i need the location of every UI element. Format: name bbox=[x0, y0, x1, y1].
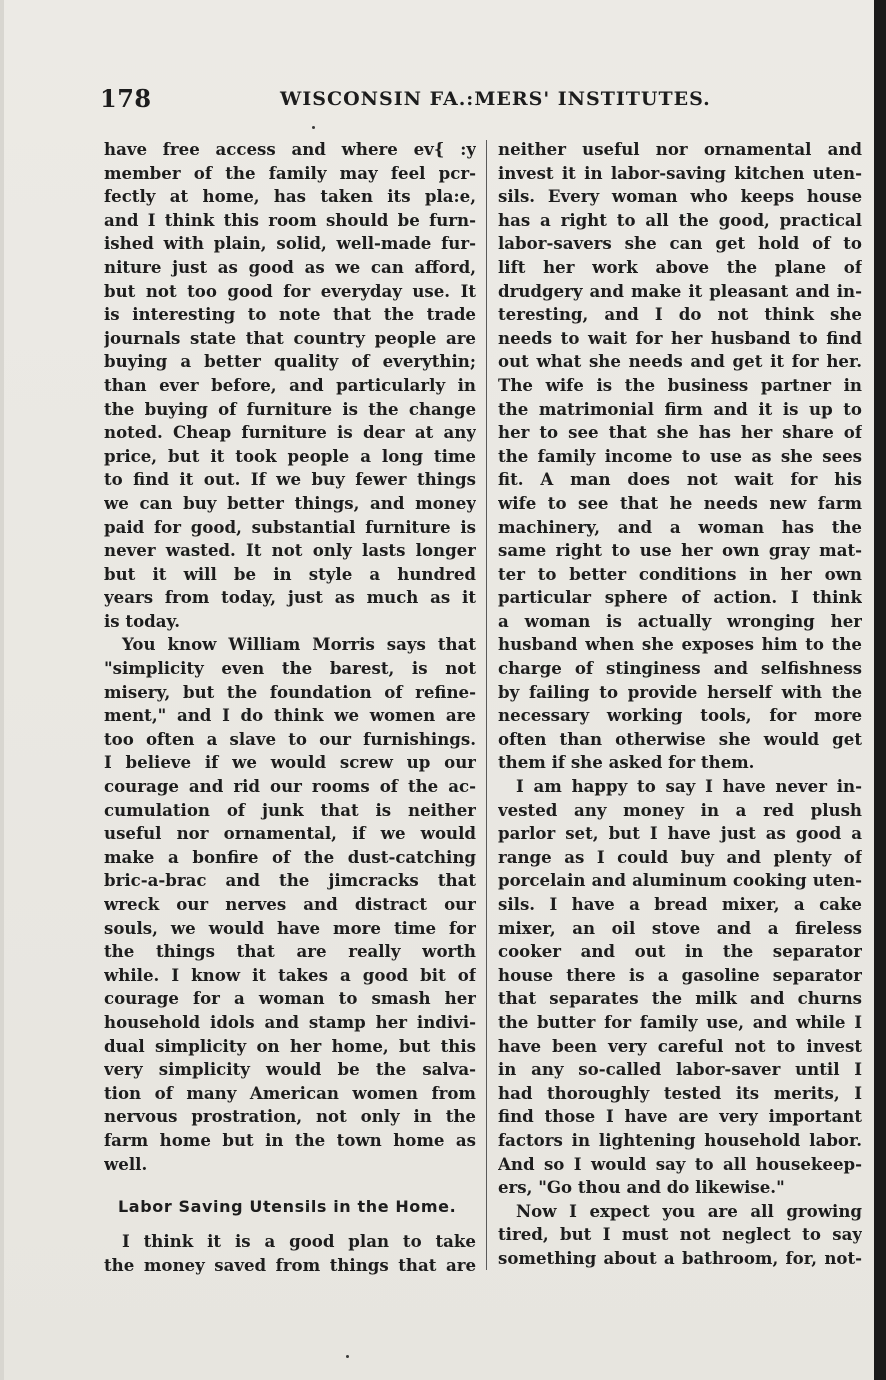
text-line: courage and rid our rooms of the ac- bbox=[104, 776, 476, 797]
text-line: her to see that she has her share of bbox=[498, 422, 862, 443]
text-line: The wife is the business partner in bbox=[498, 374, 862, 395]
text-line: has a right to all the good, practical bbox=[498, 209, 862, 230]
text-line: years from today, just as much as it bbox=[104, 587, 476, 608]
text-line: misery, but the foundation of refine- bbox=[104, 681, 476, 702]
text-line: ished with plain, solid, well-made fur- bbox=[104, 233, 476, 254]
text-line: but it will be in style a hundred bbox=[104, 563, 476, 584]
text-line: have free access and where ev{ :y bbox=[104, 139, 476, 159]
text-line: courage for a woman to smash her bbox=[104, 988, 476, 1009]
text-line: something about a bathroom, for, not- bbox=[498, 1247, 862, 1268]
text-line: lift her work above the plane of bbox=[498, 256, 862, 277]
text-line: nervous prostration, not only in the bbox=[104, 1106, 476, 1127]
text-line: You know William Morris says that bbox=[122, 634, 476, 655]
text-line: mixer, an oil stove and a fireless bbox=[498, 917, 862, 938]
text-line: by failing to provide herself with the bbox=[498, 681, 862, 702]
text-line: find those I have are very important bbox=[498, 1106, 862, 1127]
page-header bbox=[100, 84, 846, 124]
text-line: sils. I have a bread mixer, a cake bbox=[498, 894, 862, 914]
text-line: factors in lightening household labor. bbox=[498, 1129, 862, 1150]
text-line: wreck our nerves and distract our bbox=[104, 894, 476, 914]
section-heading: Labor Saving Utensils in the Home. bbox=[118, 1197, 457, 1217]
text-line: fit. A man does not wait for his bbox=[498, 469, 862, 490]
text-line: the matrimonial firm and it is up to bbox=[498, 398, 862, 419]
text-line: Now I expect you are all growing bbox=[516, 1200, 862, 1221]
text-line: drudgery and make it pleasant and in- bbox=[498, 280, 862, 301]
text-line: never wasted. It not only lasts longer bbox=[104, 540, 476, 561]
text-line: "simplicity even the barest, is not bbox=[104, 658, 476, 679]
text-line: a woman is actually wronging her bbox=[498, 610, 862, 631]
paragraph bbox=[498, 775, 862, 1200]
text-line: have been very careful not to invest bbox=[498, 1035, 862, 1056]
text-line: charge of stinginess and selfishness bbox=[498, 658, 862, 679]
text-line: too often a slave to our furnishings. bbox=[104, 728, 476, 749]
text-line: had thoroughly tested its merits, I bbox=[498, 1082, 862, 1103]
text-line: often than otherwise she would get bbox=[498, 728, 862, 749]
text-line: that separates the milk and churns bbox=[498, 988, 862, 1009]
text-line: journals state that country people are bbox=[104, 327, 476, 348]
text-line: sils. Every woman who keeps house bbox=[498, 186, 862, 207]
text-line: ers, "Go thou and do likewise." bbox=[498, 1177, 785, 1198]
text-line: husband when she exposes him to the bbox=[498, 634, 862, 655]
text-line: while. I know it takes a good bit of bbox=[104, 964, 476, 985]
text-line: to find it out. If we buy fewer things bbox=[104, 469, 476, 490]
text-line: porcelain and aluminum cooking uten- bbox=[498, 870, 862, 891]
text-line: out what she needs and get it for her. bbox=[498, 351, 862, 372]
text-line: parlor set, but I have just as good a bbox=[498, 823, 862, 844]
text-line: is interesting to note that the trade bbox=[104, 304, 476, 325]
left-column bbox=[104, 138, 476, 1277]
text-line: cooker and out in the separator bbox=[498, 941, 862, 962]
text-line: machinery, and a woman has the bbox=[498, 516, 862, 537]
text-line: household idols and stamp her indivi- bbox=[104, 1011, 476, 1032]
text-line: particular sphere of action. I think bbox=[498, 587, 862, 608]
text-line: souls, we would have more time for bbox=[104, 917, 476, 938]
text-line: useful nor ornamental, if we would bbox=[104, 823, 476, 844]
text-line: bric-a-brac and the jimcracks that bbox=[104, 870, 476, 891]
text-line: the butter for family use, and while I bbox=[498, 1011, 862, 1032]
text-line: very simplicity would be the salva- bbox=[104, 1059, 476, 1080]
text-line: the things that are really worth bbox=[104, 941, 476, 962]
text-line: noted. Cheap furniture is dear at any bbox=[104, 422, 476, 443]
text-line: I believe if we would screw up our bbox=[104, 752, 476, 773]
text-line: I think it is a good plan to take bbox=[122, 1231, 476, 1252]
paragraph bbox=[104, 138, 476, 633]
text-line: neither useful nor ornamental and bbox=[498, 139, 862, 159]
text-line: dual simplicity on her home, but this bbox=[104, 1035, 476, 1056]
text-line: but not too good for everyday use. It bbox=[104, 280, 476, 301]
paragraph bbox=[104, 1230, 476, 1277]
paragraph bbox=[498, 1200, 862, 1271]
text-line: well. bbox=[104, 1153, 148, 1174]
text-line: vested any money in a red plush bbox=[498, 799, 862, 820]
text-line: than ever before, and particularly in bbox=[104, 374, 476, 395]
text-line: tion of many American women from bbox=[104, 1082, 476, 1103]
text-line: teresting, and I do not think she bbox=[498, 304, 862, 325]
text-line: paid for good, substantial furniture is bbox=[104, 516, 476, 537]
text-line: the family income to use as she sees bbox=[498, 445, 862, 466]
text-line: I am happy to say I have never in- bbox=[516, 776, 862, 797]
text-line: buying a better quality of everythin; bbox=[104, 351, 476, 372]
text-line: house there is a gasoline separator bbox=[498, 964, 862, 985]
paragraph bbox=[104, 633, 476, 1176]
page-number: 178 bbox=[100, 84, 152, 113]
text-line: and I think this room should be furn- bbox=[104, 209, 476, 230]
text-line: needs to wait for her husband to find bbox=[498, 327, 862, 348]
text-line: member of the family may feel pcr- bbox=[104, 162, 476, 183]
text-line: And so I would say to all housekeep- bbox=[498, 1153, 862, 1174]
text-line: cumulation of junk that is neither bbox=[104, 799, 476, 820]
text-line: range as I could buy and plenty of bbox=[498, 846, 862, 867]
scan-speck bbox=[312, 126, 315, 129]
text-line: fectly at home, has taken its pla:e, bbox=[104, 186, 476, 207]
text-line: price, but it took people a long time bbox=[104, 445, 476, 466]
page-edge-shadow bbox=[0, 0, 4, 1380]
text-line: labor-savers she can get hold of to bbox=[498, 233, 862, 254]
scan-border bbox=[874, 0, 886, 1380]
text-line: necessary working tools, for more bbox=[498, 705, 862, 726]
column-divider bbox=[486, 140, 487, 1270]
text-line: farm home but in the town home as bbox=[104, 1129, 476, 1150]
text-line: make a bonfire of the dust-catching bbox=[104, 846, 476, 867]
scan-speck bbox=[346, 1355, 349, 1358]
text-line: them if she asked for them. bbox=[498, 752, 755, 773]
text-line: in any so-called labor-saver until I bbox=[498, 1059, 862, 1080]
text-line: wife to see that he needs new farm bbox=[498, 492, 862, 513]
right-column bbox=[498, 138, 862, 1271]
text-line: the money saved from things that are bbox=[104, 1254, 476, 1275]
text-line: niture just as good as we can afford, bbox=[104, 256, 476, 277]
text-line: the buying of furniture is the change bbox=[104, 398, 476, 419]
text-line: ment," and I do think we women are bbox=[104, 705, 476, 726]
text-line: tired, but I must not neglect to say bbox=[498, 1224, 862, 1245]
text-line: ter to better conditions in her own bbox=[498, 563, 862, 584]
text-line: is today. bbox=[104, 610, 181, 631]
running-head: WISCONSIN FA.:MERS' INSTITUTES. bbox=[280, 88, 711, 110]
text-line: same right to use her own gray mat- bbox=[498, 540, 862, 561]
paragraph bbox=[498, 138, 862, 775]
text-line: invest it in labor-saving kitchen uten- bbox=[498, 162, 862, 183]
text-line: we can buy better things, and money bbox=[104, 492, 476, 513]
